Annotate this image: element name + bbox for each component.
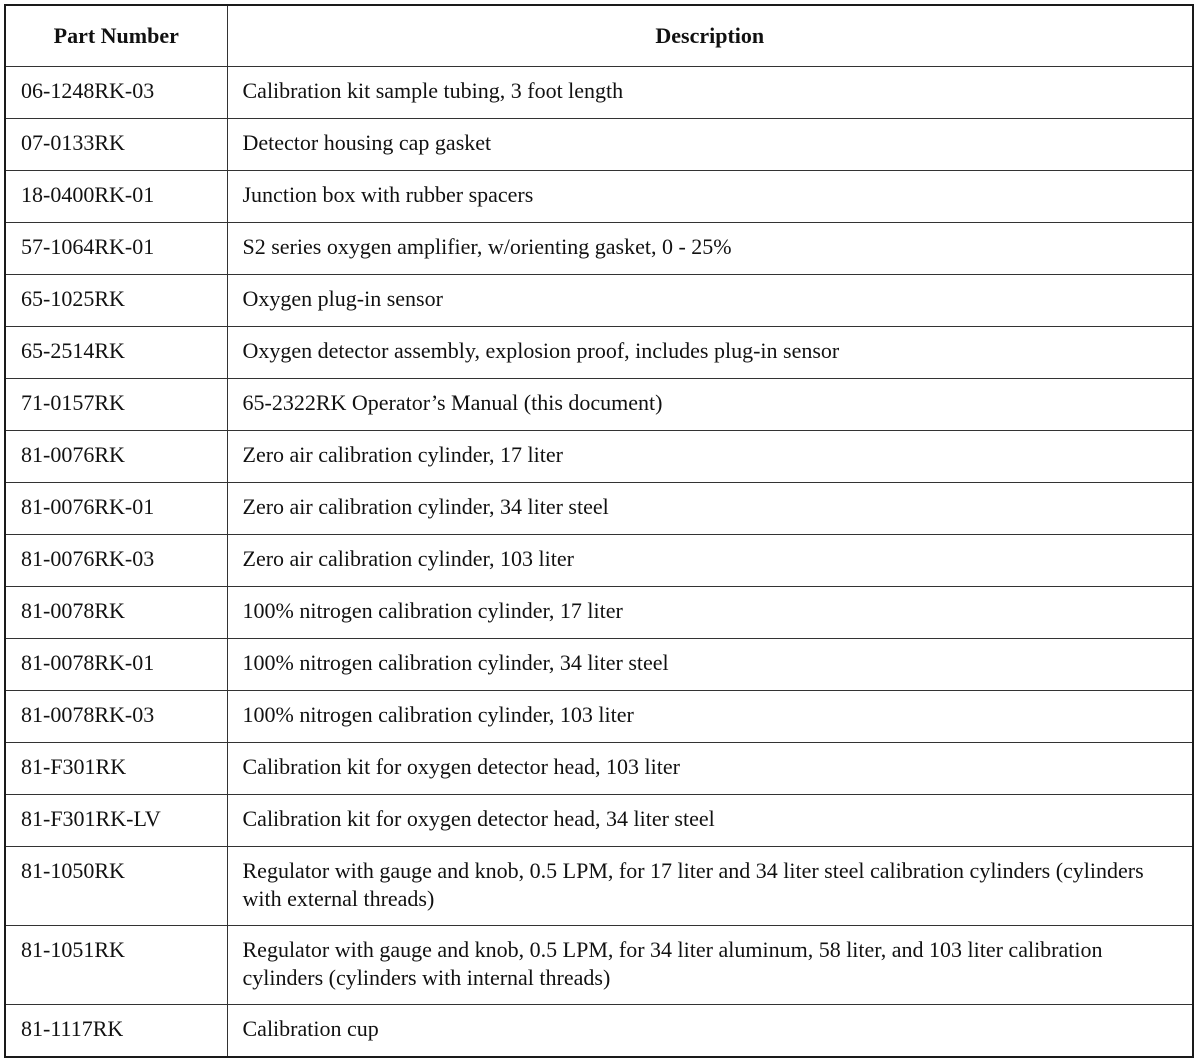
header-description: Description xyxy=(227,5,1193,67)
part-number-cell: 65-1025RK xyxy=(5,275,227,327)
description-cell: S2 series oxygen amplifier, w/orienting gasket, 0 - 25% xyxy=(227,223,1193,275)
table-row xyxy=(5,795,1193,847)
description-cell: 100% nitrogen calibration cylinder, 17 liter xyxy=(227,587,1193,639)
part-number-cell: 81-1050RK xyxy=(5,847,227,926)
table-row xyxy=(5,1005,1193,1058)
description-cell: Regulator with gauge and knob, 0.5 LPM, for 34 liter aluminum, 58 liter, and 103 liter calibration cylinders (cylinders with internal threads) xyxy=(227,926,1193,1005)
table-row xyxy=(5,223,1193,275)
description-cell: Oxygen detector assembly, explosion proof, includes plug-in sensor xyxy=(227,327,1193,379)
description-cell: Calibration kit for oxygen detector head, 34 liter steel xyxy=(227,795,1193,847)
table-row xyxy=(5,119,1193,171)
part-number-cell: 81-0076RK xyxy=(5,431,227,483)
part-number-cell: 71-0157RK xyxy=(5,379,227,431)
description-cell: Zero air calibration cylinder, 17 liter xyxy=(227,431,1193,483)
table-row xyxy=(5,639,1193,691)
table-row xyxy=(5,847,1193,926)
part-number-cell: 81-0078RK-03 xyxy=(5,691,227,743)
part-number-cell: 81-0076RK-03 xyxy=(5,535,227,587)
description-cell: Zero air calibration cylinder, 103 liter xyxy=(227,535,1193,587)
part-number-cell: 81-F301RK-LV xyxy=(5,795,227,847)
description-cell: 100% nitrogen calibration cylinder, 34 liter steel xyxy=(227,639,1193,691)
table-row xyxy=(5,535,1193,587)
part-number-cell: 81-1117RK xyxy=(5,1005,227,1058)
table-header-row xyxy=(5,5,1193,67)
description-cell: Regulator with gauge and knob, 0.5 LPM, for 17 liter and 34 liter steel calibration cylinders (cylinders with external threads) xyxy=(227,847,1193,926)
table-row xyxy=(5,431,1193,483)
table-row xyxy=(5,67,1193,119)
table-row xyxy=(5,171,1193,223)
header-part-number: Part Number xyxy=(5,5,227,67)
description-cell: Detector housing cap gasket xyxy=(227,119,1193,171)
description-cell: Zero air calibration cylinder, 34 liter steel xyxy=(227,483,1193,535)
description-cell: Calibration kit for oxygen detector head, 103 liter xyxy=(227,743,1193,795)
table-row xyxy=(5,379,1193,431)
table-row xyxy=(5,275,1193,327)
parts-list-table xyxy=(4,4,1194,1058)
part-number-cell: 57-1064RK-01 xyxy=(5,223,227,275)
part-number-cell: 81-1051RK xyxy=(5,926,227,1005)
description-cell: Calibration kit sample tubing, 3 foot length xyxy=(227,67,1193,119)
description-cell: 100% nitrogen calibration cylinder, 103 liter xyxy=(227,691,1193,743)
description-cell: 65-2322RK Operator’s Manual (this document) xyxy=(227,379,1193,431)
table-row xyxy=(5,587,1193,639)
part-number-cell: 07-0133RK xyxy=(5,119,227,171)
part-number-cell: 65-2514RK xyxy=(5,327,227,379)
part-number-cell: 06-1248RK-03 xyxy=(5,67,227,119)
description-cell: Calibration cup xyxy=(227,1005,1193,1058)
part-number-cell: 81-F301RK xyxy=(5,743,227,795)
description-cell: Junction box with rubber spacers xyxy=(227,171,1193,223)
part-number-cell: 81-0078RK-01 xyxy=(5,639,227,691)
part-number-cell: 81-0078RK xyxy=(5,587,227,639)
table-row xyxy=(5,483,1193,535)
table-row xyxy=(5,691,1193,743)
part-number-cell: 81-0076RK-01 xyxy=(5,483,227,535)
part-number-cell: 18-0400RK-01 xyxy=(5,171,227,223)
table-row xyxy=(5,327,1193,379)
description-cell: Oxygen plug-in sensor xyxy=(227,275,1193,327)
table-row xyxy=(5,926,1193,1005)
table-row xyxy=(5,743,1193,795)
